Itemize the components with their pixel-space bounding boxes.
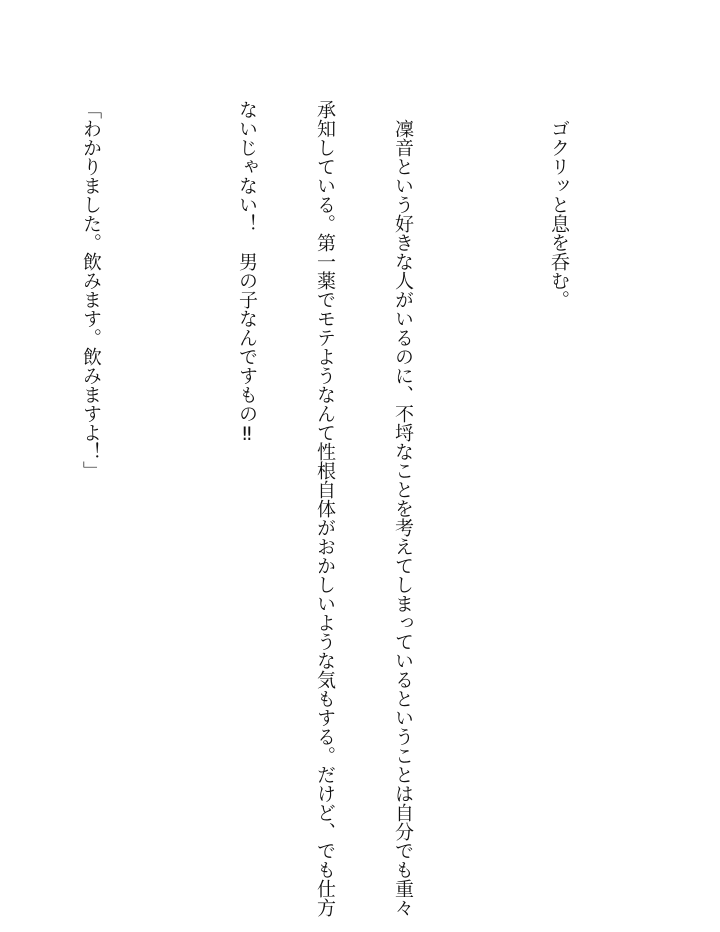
text-line: ゴクリッと息を呑む。 bbox=[548, 100, 570, 309]
blank-line bbox=[0, 100, 26, 860]
text-line: ないじゃない！ 男の子なんですもの‼ bbox=[236, 100, 258, 445]
text-line: 承知している。第一薬でモテようなんて性根自体がおかしいような気もする。だけど、でも仕方 bbox=[314, 100, 336, 917]
dialogue-line: 「わかりました。飲みます。飲みますよ！」 bbox=[80, 100, 102, 480]
blank-line bbox=[156, 100, 182, 860]
text-line: 凜音という好きな人がいるのに、不埒なことを考えてしまっているということは自分でも重々 bbox=[392, 100, 414, 917]
blank-line bbox=[468, 100, 494, 860]
vertical-text-body bbox=[0, 100, 624, 917]
